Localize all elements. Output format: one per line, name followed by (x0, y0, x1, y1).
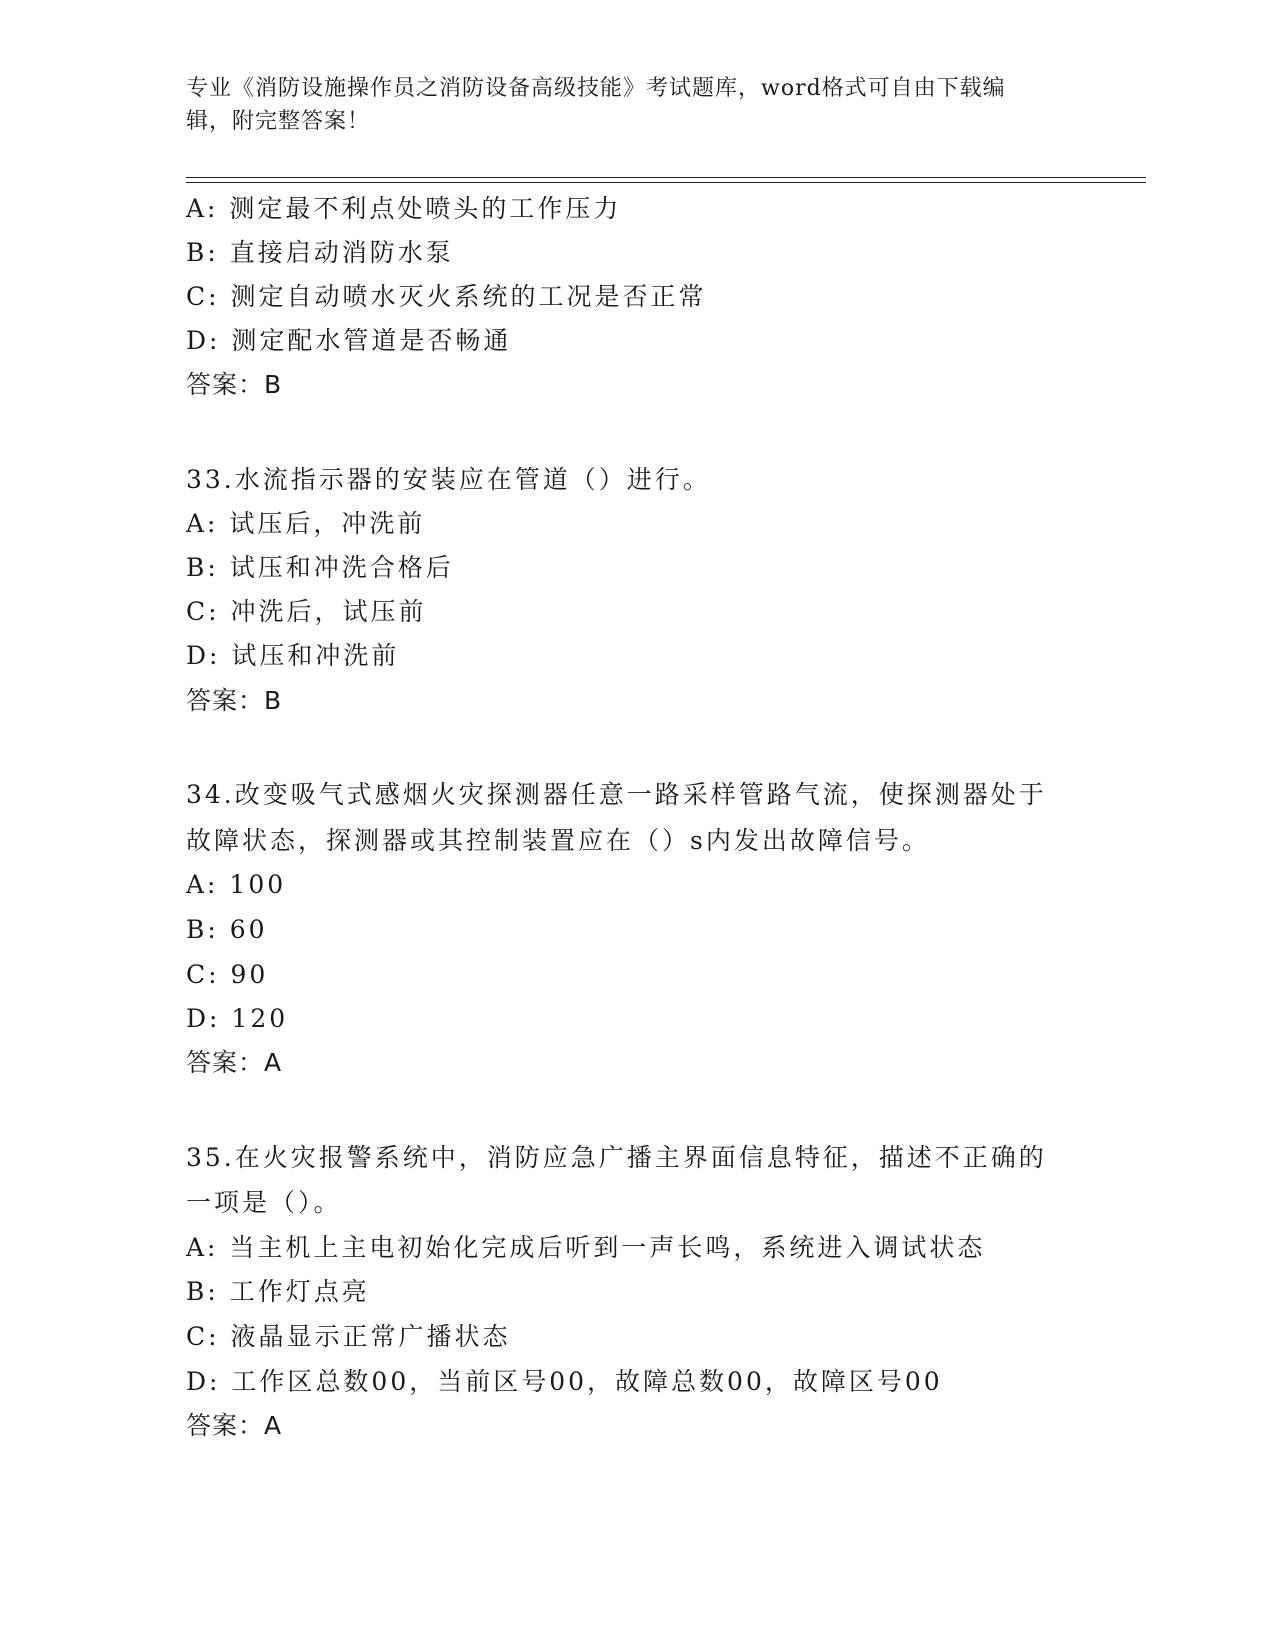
q34-option-b: B: 60 (186, 915, 268, 944)
q32-option-d: D: 测定配水管道是否畅通 (186, 326, 512, 355)
q33-stem: 33.水流指示器的安装应在管道（）进行。 (186, 465, 711, 494)
q34-option-c: C: 90 (186, 960, 269, 989)
q33-option-d: D: 试压和冲洗前 (186, 641, 400, 670)
q34-stem-line-1: 34.改变吸气式感烟火灾探测器任意一路采样管路气流，使探测器处于 (186, 780, 1047, 809)
q32-option-b: B: 直接启动消防水泵 (186, 238, 454, 267)
q32-answer: 答案：B (186, 370, 283, 399)
q33-answer: 答案：B (186, 686, 283, 715)
header-rule-bottom (186, 182, 1146, 183)
q35-option-b: B: 工作灯点亮 (186, 1277, 370, 1306)
q34-option-a: A: 100 (186, 870, 287, 899)
q34-stem-line-2: 故障状态，探测器或其控制装置应在（）s内发出故障信号。 (186, 826, 930, 855)
q34-answer: 答案：A (186, 1048, 283, 1077)
q35-answer: 答案：A (186, 1411, 283, 1440)
q33-option-a: A: 试压后，冲洗前 (186, 509, 426, 538)
q32-option-a: A: 测定最不利点处喷头的工作压力 (186, 194, 622, 223)
header-line-1: 专业《消防设施操作员之消防设备高级技能》考试题库，word格式可自由下载编 (186, 76, 1006, 101)
header-rule-top (186, 177, 1146, 178)
q35-stem-line-2: 一项是（）。 (186, 1188, 342, 1217)
q34-option-d: D: 120 (186, 1004, 289, 1033)
q35-option-a: A: 当主机上主电初始化完成后听到一声长鸣，系统进入调试状态 (186, 1233, 986, 1262)
q32-option-c: C: 测定自动喷水灭火系统的工况是否正常 (186, 282, 707, 311)
q35-option-d: D: 工作区总数00，当前区号00，故障总数00，故障区号00 (186, 1367, 943, 1396)
document-header (186, 72, 1066, 138)
q35-stem-line-1: 35.在火灾报警系统中，消防应急广播主界面信息特征，描述不正确的 (186, 1143, 1047, 1172)
q33-option-c: C: 冲洗后，试压前 (186, 597, 427, 626)
q35-option-c: C: 液晶显示正常广播状态 (186, 1322, 511, 1351)
header-line-2: 辑，附完整答案！ (186, 109, 371, 134)
q33-option-b: B: 试压和冲洗合格后 (186, 553, 454, 582)
